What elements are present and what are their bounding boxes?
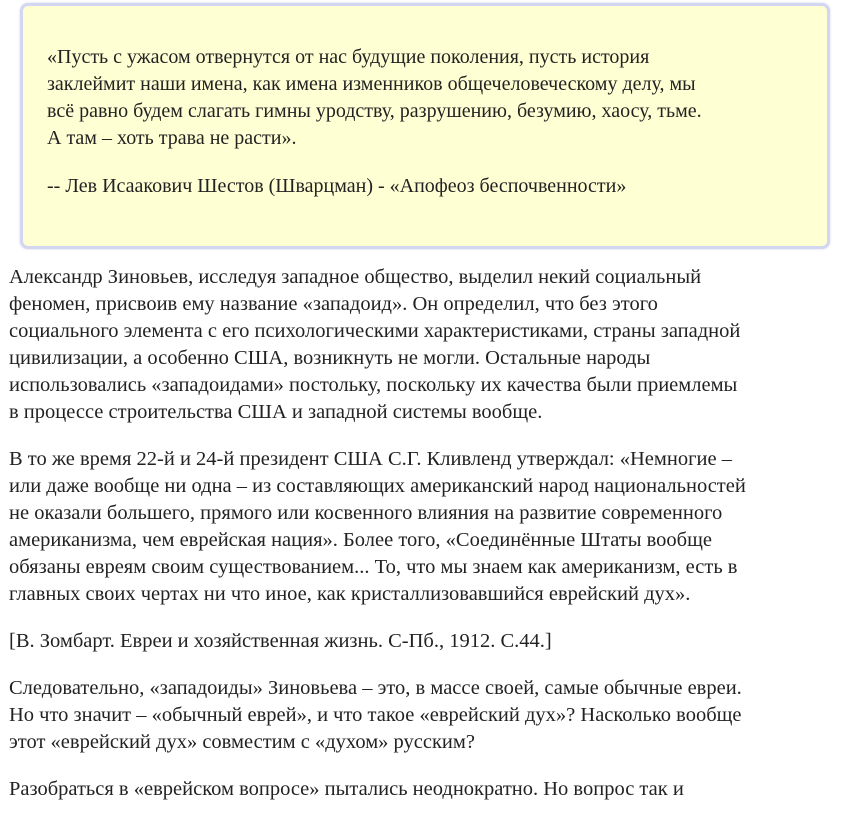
paragraph-line: в процессе строительства США и западной системы вообще. [9,401,543,423]
paragraph-line: обязаны евреям своим существованием... То, что мы знаем как американизм, есть в [9,556,738,578]
paragraph-line: не оказали большего, прямого или косвенного влияния на развитие современного [9,502,723,524]
paragraph-line: Но что значит – «обычный еврей», и что такое «еврейский дух»? Насколько вообще [9,704,742,726]
quote-line: «Пусть с ужасом отвернутся от нас будущие поколения, пусть история [47,46,650,68]
paragraph-line: В то же время 22-й и 24-й президент США С.Г. Кливленд утверждал: «Немногие – [9,448,732,470]
epigraph-quote-text [47,44,827,152]
paragraph-line: Разобраться в «еврейском вопросе» пытались неоднократно. Но вопрос так и [9,778,684,800]
paragraph-line: социального элемента с его психологическими характеристиками, страны западной [9,320,741,342]
quote-line: А там – хоть трава не расти». [47,127,297,149]
paragraph-line: Александр Зиновьев, исследуя западное общество, выделил некий социальный [9,266,702,288]
quote-line: всё равно будем слагать гимны уродству, разрушению, безумию, хаосу, тьме. [47,100,702,122]
epigraph-quote-box [20,3,830,249]
paragraph-line: американизма, чем еврейская нация». Более того, «Соединённые Штаты вообще [9,529,712,551]
paragraph-line: или даже вообще ни одна – из составляющих американский народ национальностей [9,475,746,497]
paragraph-cleveland [9,446,859,608]
paragraph-jewish-question [9,776,859,803]
paragraph-line: этот «еврейский дух» совместим с «духом» русским? [9,731,475,753]
paragraph-citation [9,628,859,655]
paragraph-conclusion [9,675,859,756]
quote-line: заклеймит наши имена, как имена изменников общечеловеческому делу, мы [47,73,696,95]
paragraph-zinoviev [9,264,859,426]
paragraph-line: цивилизации, а особенно США, возникнуть не могли. Остальные народы [9,347,651,369]
article-body [9,264,859,823]
paragraph-line: использовались «западоидами» постольку, поскольку их качества были приемлемы [9,374,738,396]
paragraph-line: феномен, присвоив ему название «западоид». Он определил, что без этого [9,293,658,315]
epigraph-attribution: -- Лев Исаакович Шестов (Шварцман) - «Апофеоз беспочвенности» [47,175,627,197]
paragraph-line: главных своих чертах ни что иное, как кристаллизовавшийся еврейский дух». [9,583,691,605]
paragraph-line: Следовательно, «западоиды» Зиновьева – это, в массе своей, самые обычные евреи. [9,677,742,699]
citation-line: [В. Зомбарт. Евреи и хозяйственная жизнь. С-Пб., 1912. С.44.] [9,630,552,652]
